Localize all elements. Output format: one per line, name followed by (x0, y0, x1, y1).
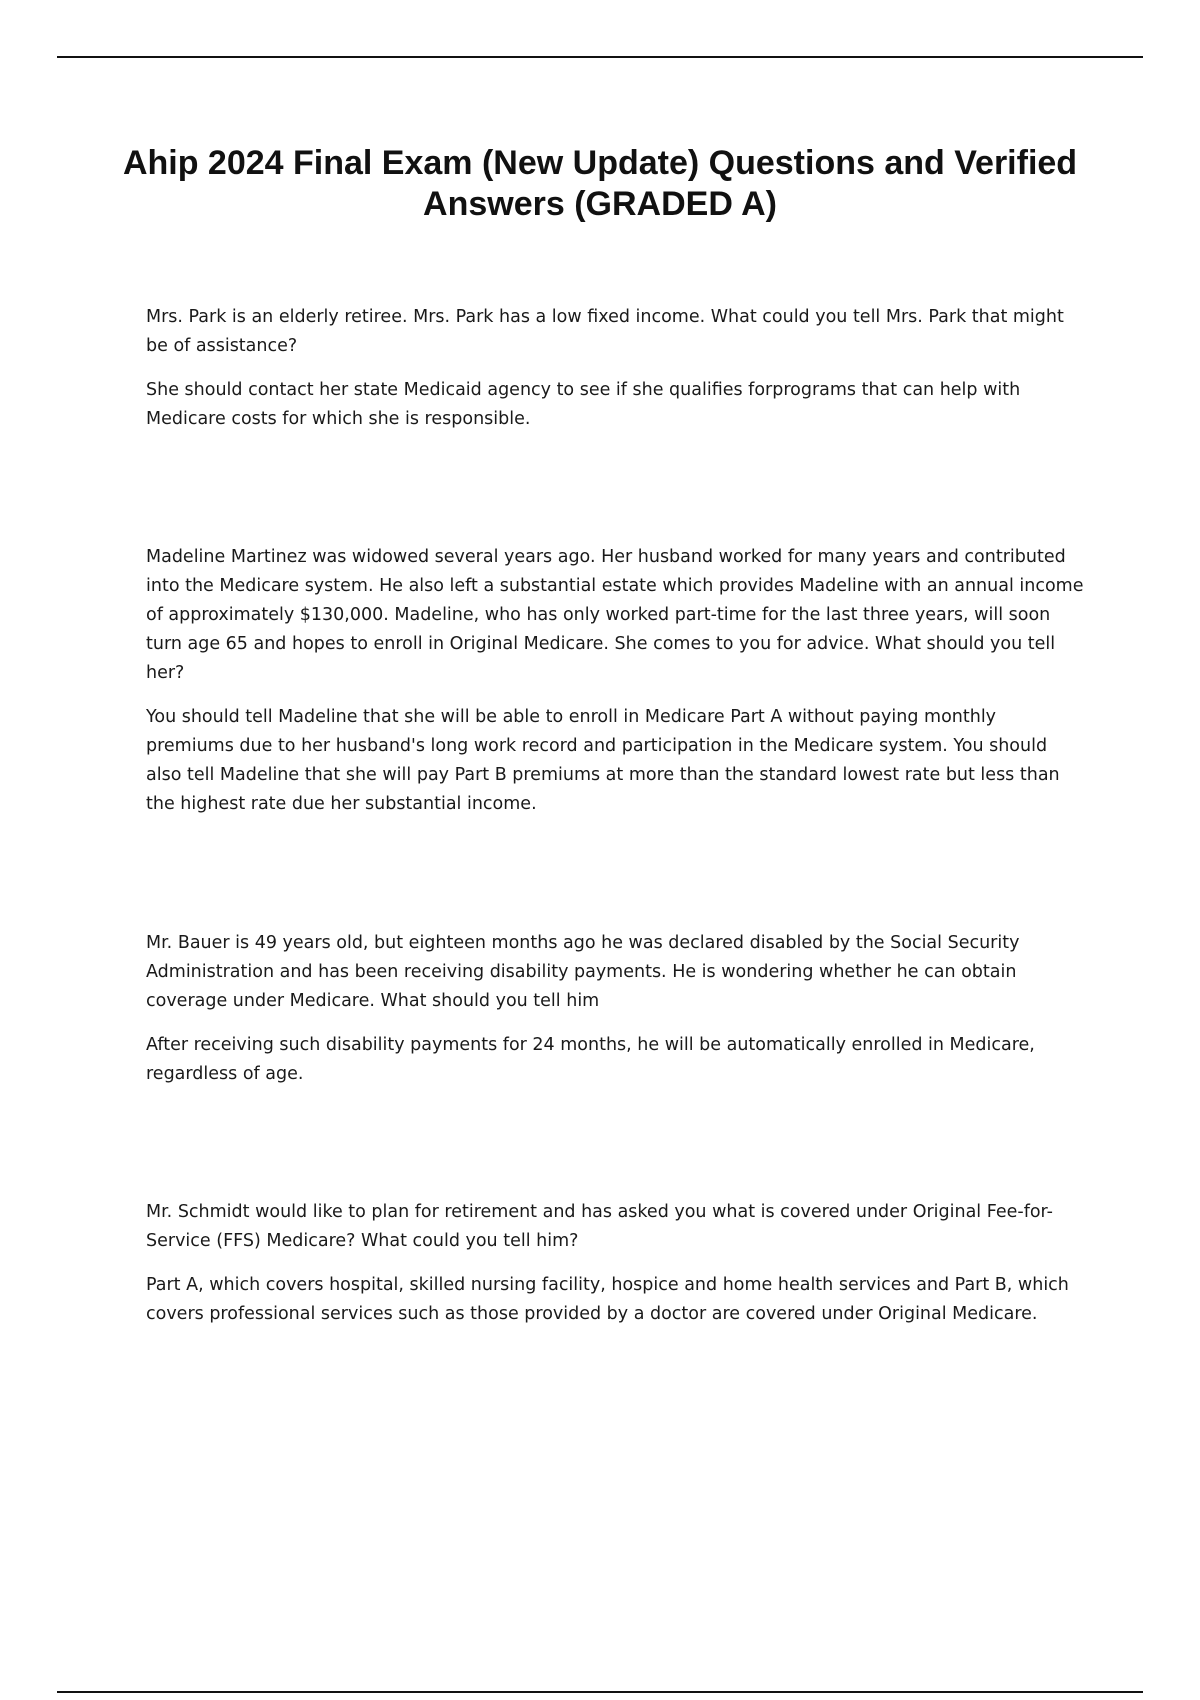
qa-item (146, 543, 1086, 819)
question-text: Mrs. Park is an elderly retiree. Mrs. Park has a low fixed income. What could you tell Mrs. Park that might be of assistance? (146, 307, 1064, 356)
bottom-rule (57, 1691, 1143, 1693)
answer-text: You should tell Madeline that she will be able to enroll in Medicare Part A without paying monthly premiums due to her husband's long work record and participation in the Medicare system. You should also tell Madeline that she will pay Part B premiums at more than the standard lowest rate but less than the highest rate due her substantial income. (146, 707, 1060, 814)
qa-item (146, 303, 1086, 434)
answer-text: Part A, which covers hospital, skilled nursing facility, hospice and home health services and Part B, which covers professional services such as those provided by a doctor are covered under Original Medicare. (146, 1275, 1069, 1324)
qa-item (146, 1198, 1086, 1329)
question-text: Madeline Martinez was widowed several years ago. Her husband worked for many years and contributed into the Medicare system. He also left a substantial estate which provides Madeline with an annual income of approximately $130,000. Madeline, who has only worked part-time for the last three years, will soon turn age 65 and hopes to enroll in Original Medicare. She comes to you for advice. What should you tell her? (146, 547, 1084, 683)
document-title: Ahip 2024 Final Exam (New Update) Questions and Verified Answers (GRADED A) (122, 144, 1078, 223)
qa-item (146, 929, 1086, 1089)
top-rule (57, 56, 1143, 58)
answer-text: After receiving such disability payments for 24 months, he will be automatically enrolled in Medicare, regardless of age. (146, 1035, 1035, 1084)
question-text: Mr. Schmidt would like to plan for retirement and has asked you what is covered under Original Fee-for-Service (FFS) Medicare? What could you tell him? (146, 1202, 1053, 1251)
answer-text: She should contact her state Medicaid agency to see if she qualifies forprograms that can help with Medicare costs for which she is responsible. (146, 380, 1021, 429)
question-text: Mr. Bauer is 49 years old, but eighteen months ago he was declared disabled by the Social Security Administration and has been receiving disability payments. He is wondering whether he can obtain coverage under Medicare. What should you tell him (146, 933, 1020, 1011)
